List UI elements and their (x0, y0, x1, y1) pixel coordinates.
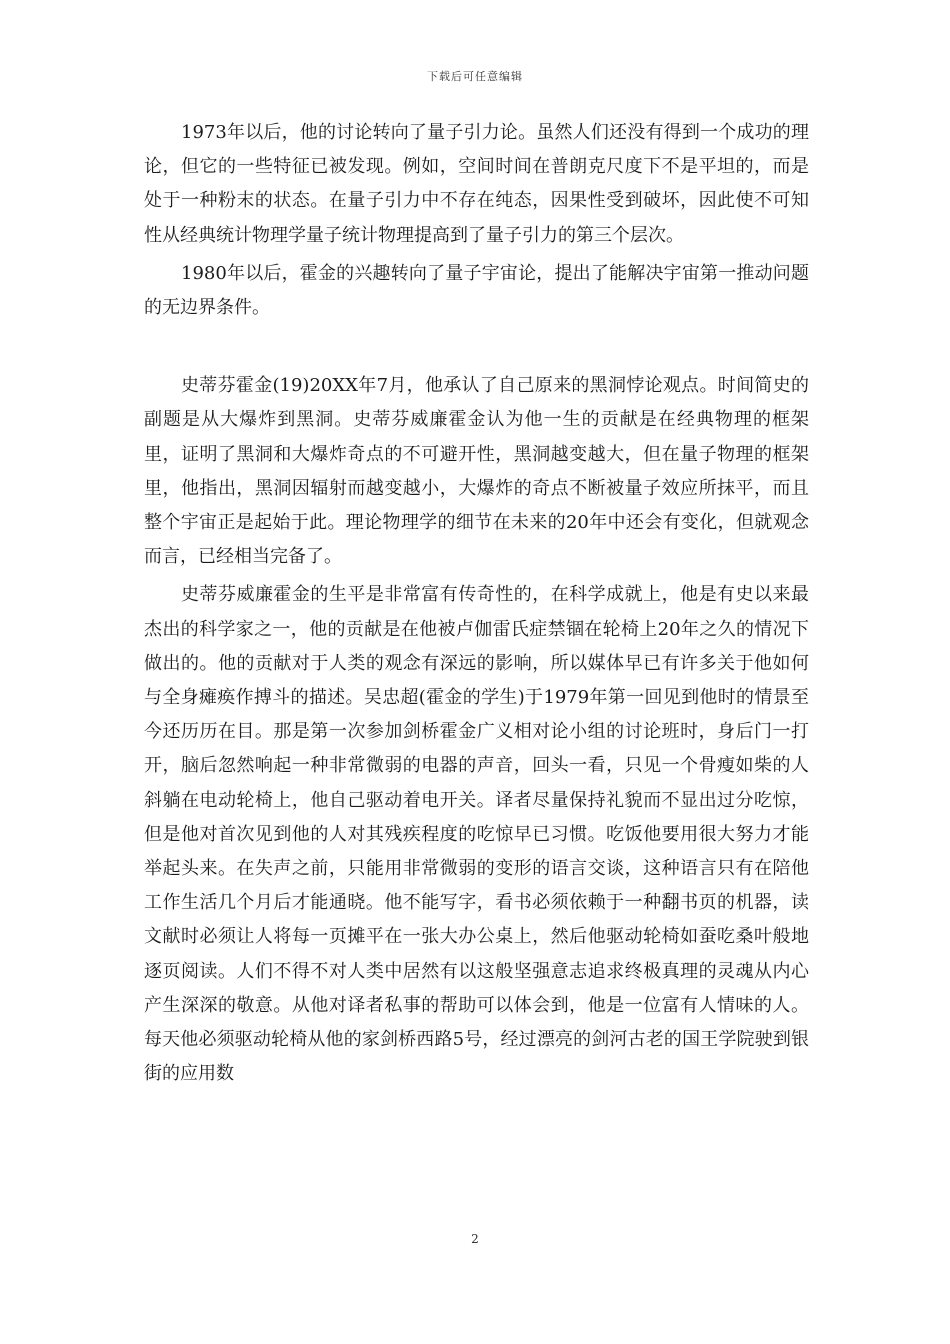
page-number: 2 (471, 1232, 479, 1246)
paragraph-quantum-gravity: 1973年以后，他的讨论转向了量子引力论。虽然人们还没有得到一个成功的理论，但它的一些特征已被发现。例如，空间时间在普朗克尺度下不是平坦的，而是处于一种粉末的状态。在量子引力中不存在纯态，因果性受到破坏，因此使不可知性从经典统计物理学量子统计物理提高到了量子引力的第三个层次。 (144, 122, 809, 246)
paragraph-quantum-cosmology: 1980年以后，霍金的兴趣转向了量子宇宙论，提出了能解决宇宙第一推动问题的无边界条件。 (144, 262, 809, 319)
paragraph-spacer (144, 329, 809, 369)
paragraph-hawking-biography: 史蒂芬威廉霍金的生平是非常富有传奇性的，在科学成就上，他是有史以来最杰出的科学家之一，他的贡献是在他被卢伽雷氏症禁锢在轮椅上20年之久的情况下做出的。他的贡献对于人类的观念有深远的影响，所以媒体早已有许多关于他如何与全身瘫痪作搏斗的描述。吴忠超(霍金的学生)于1979年第一回见到他时的情景至今还历历在目。那是第一次参加剑桥霍金广义相对论小组的讨论班时，身后门一打开，脑后忽然响起一种非常微弱的电器的声音，回头一看，只见一个骨瘦如柴的人斜躺在电动轮椅上，他自己驱动着电开关。译者尽量保持礼貌而不显出过分吃惊，但是他对首次见到他的人对其残疾程度的吃惊早已习惯。吃饭他要用很大努力才能举起头来。在失声之前，只能用非常微弱的变形的语言交谈，这种语言只有在陪他工作生活几个月后才能通晓。他不能写字，看书必须依赖于一种翻书页的机器，读文献时必须让人将每一页摊平在一张大办公桌上，然后他驱动轮椅如蚕吃桑叶般地逐页阅读。人们不得不对人类中居然有以这般坚强意志追求终极真理的灵魂从内心产生深深的敬意。从他对译者私事的帮助可以体会到，他是一位富有人情味的人。每天他必须驱动轮椅从他的家剑桥西路5号，经过漂亮的剑河古老的国王学院驶到银街的应用数 (144, 584, 809, 1085)
page-header: 下载后可任意编辑 (427, 70, 523, 83)
document-body (144, 116, 809, 1095)
paragraph-black-hole-paradox: 史蒂芬霍金(19)20XX年7月，他承认了自己原来的黑洞悖论观点。时间简史的副题是从大爆炸到黑洞。史蒂芬威廉霍金认为他一生的贡献是在经典物理的框架里，证明了黑洞和大爆炸奇点的不可避开性，黑洞越变越大，但在量子物理的框架里，他指出，黑洞因辐射而越变越小，大爆炸的奇点不断被量子效应所抹平，而且整个宇宙正是起始于此。理论物理学的细节在未来的20年中还会有变化，但就观念而言，已经相当完备了。 (144, 375, 809, 568)
